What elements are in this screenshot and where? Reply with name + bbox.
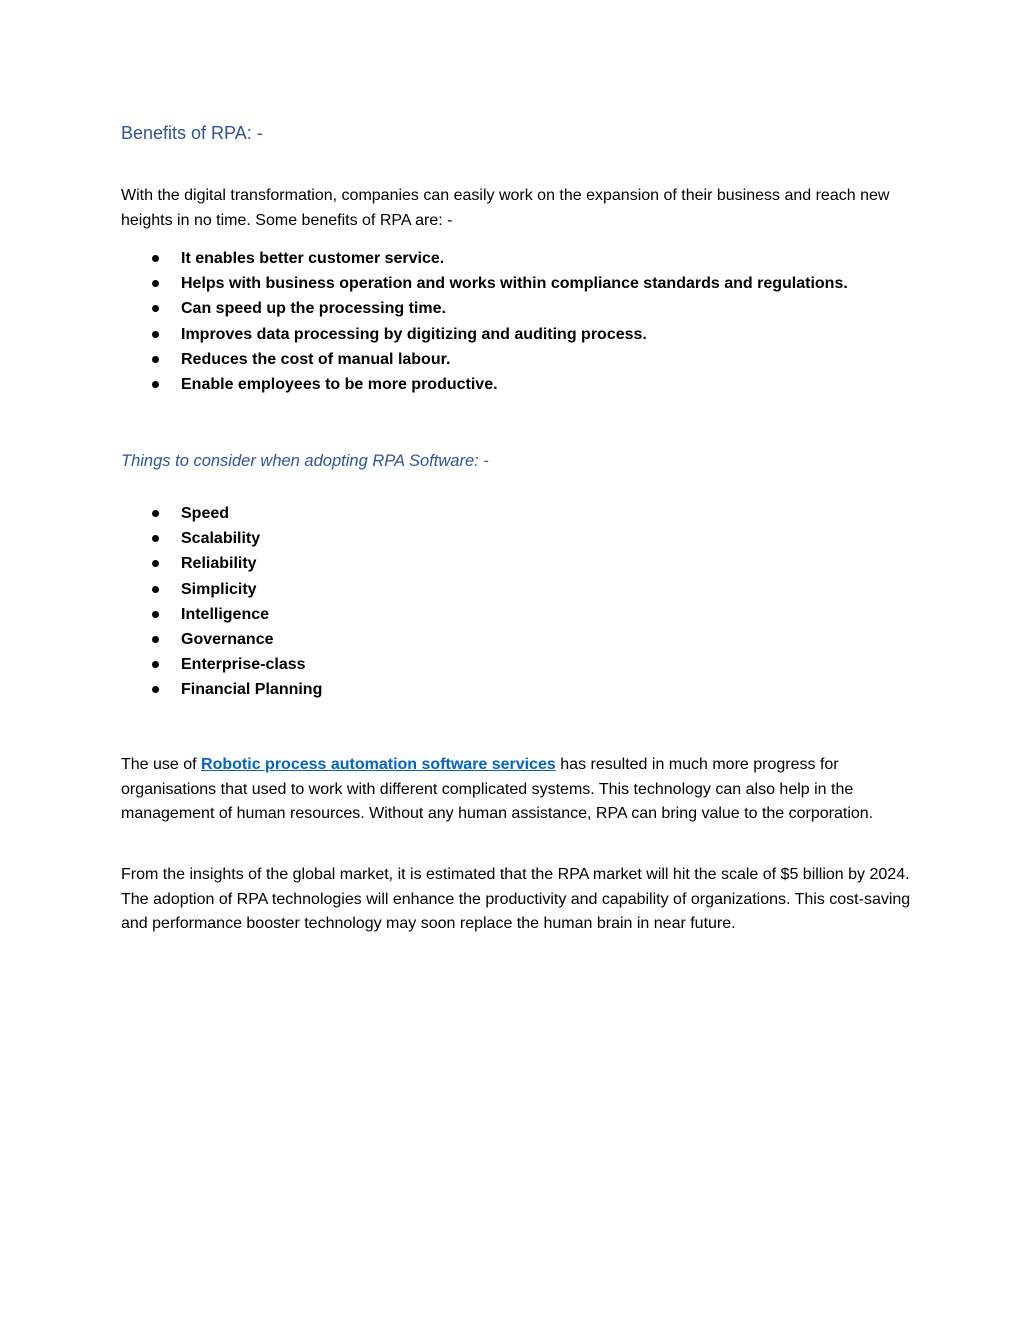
list-item-text: Enterprise-class — [181, 656, 306, 674]
bullet-icon — [152, 255, 159, 262]
rpa-services-link[interactable]: Robotic process automation software services — [201, 756, 556, 773]
list-item-text: It enables better customer service. — [181, 250, 445, 267]
intro-paragraph: With the digital transformation, companies can easily work on the expansion of their business and reach new heights in no time. Some benefits of RPA are: - — [121, 187, 890, 229]
bullet-icon — [152, 560, 159, 567]
usage-paragraph-lead: The use of — [121, 756, 202, 773]
list-item-text: Improves data processing by digitizing and auditing process. — [181, 325, 647, 343]
list-item-text: Simplicity — [181, 580, 257, 598]
list-item-text: Enable employees to be more productive. — [181, 375, 498, 393]
list-item-text: Reduces the cost of manual labour. — [181, 350, 451, 368]
bullet-icon — [152, 356, 159, 363]
list-item-text: Intelligence — [181, 605, 270, 623]
usage-paragraph-rest: has resulted in much more progress for organisations that used to work with different complicated systems. This technology can also help in the management of human resources. Without any human assistance, RPA can bring value to the corporation. — [121, 756, 874, 822]
list-item-text: Reliability — [181, 555, 257, 573]
list-item-text: Helps with business operation and works within compliance standards and regulations. — [181, 275, 848, 293]
list-item-text: Financial Planning — [181, 681, 323, 699]
list-item-text: Speed — [181, 505, 230, 522]
bullet-icon — [152, 381, 159, 388]
usage-paragraph — [121, 753, 911, 827]
bullet-icon — [152, 661, 159, 668]
bullet-icon — [152, 636, 159, 643]
bullet-icon — [152, 611, 159, 618]
list-item-text: Governance — [181, 630, 274, 648]
bullet-icon — [152, 510, 159, 517]
bullet-icon — [152, 586, 159, 593]
heading-considerations: Things to consider when adopting RPA Software: - — [121, 452, 489, 470]
bullet-icon — [152, 686, 159, 693]
heading-benefits: Benefits of RPA: - — [121, 123, 263, 143]
list-item-text: Can speed up the processing time. — [181, 300, 446, 318]
bullet-icon — [152, 305, 159, 312]
market-paragraph: From the insights of the global market, it is estimated that the RPA market will hit the scale of $5 billion by 2024. The adoption of RPA technologies will enhance the productivity and capability of organizations. This cost-saving and performance booster technology may soon replace the human brain in near future. — [121, 866, 911, 932]
bullet-icon — [152, 331, 159, 338]
bullet-icon — [152, 280, 159, 287]
list-item-text: Scalability — [181, 530, 261, 548]
bullet-icon — [152, 535, 159, 542]
